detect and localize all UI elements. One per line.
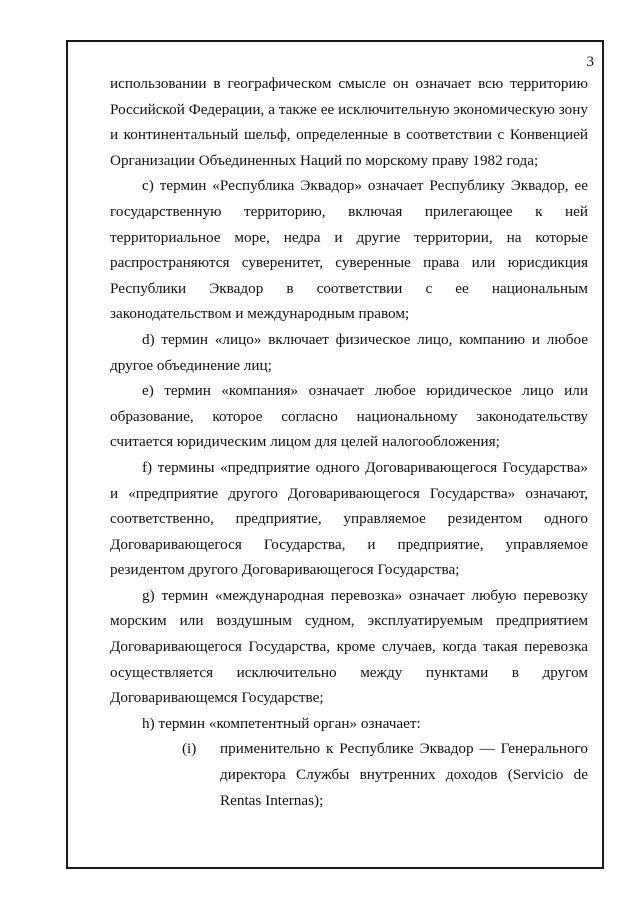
subitem-text: применительно к Республике Эквадор — Генерального директора Службы внутренних доходов (Servicio de Rentas Internas); <box>220 740 588 809</box>
paragraph-c-republic-ecuador: c) термин «Республика Эквадор» означает Республику Эквадор, ее государственную территорию, включая прилегающее к ней территориальное море, недра и другие территории, на которые распространяются суверенитет, суверенные права или юрисдикция Республики Эквадор в соответствии с ее национальным законодательством и международным правом; <box>110 177 588 323</box>
subitem-marker: (i) <box>182 740 197 758</box>
paragraph-g-international-traffic: g) термин «международная перевозка» означает любую перевозку морским или воздушным судном, эксплуатируемым предприятием Договаривающегося Государства, кроме случаев, когда такая перевозка осуществляется исключительно между пунктами в другом Договаривающемся Государстве; <box>110 586 588 707</box>
paragraph-d-person: d) термин «лицо» включает физическое лицо, компанию и любое другое объединение лиц; <box>110 330 588 374</box>
paragraph-continuation: использовании в географическом смысле он означает всю территорию Российской Федерации, а также ее исключительную экономическую зону и континентальный шельф, определенные в соответствии с Конвенцией Организации Объединенных Наций по морскому праву 1982 года; <box>110 75 588 169</box>
paragraph-f-enterprise: f) термины «предприятие одного Договаривающегося Государства» и «предприятие другого Договаривающегося Государства» означают, соответственно, предприятие, управляемое резидентом одного Договаривающегося Государства, и предприятие, управляемое резидентом другого Договаривающегося Государства; <box>110 458 588 579</box>
document-body <box>110 71 588 813</box>
subitem-i <box>110 736 588 813</box>
page-number: 3 <box>586 54 594 70</box>
paragraph-h-competent-authority: h) термин «компетентный орган» означает: <box>142 714 421 732</box>
paragraph-e-company: e) термин «компания» означает любое юридическое лицо или образование, которое согласно национальному законодательству считается юридическим лицом для целей налогообложения; <box>110 382 588 451</box>
